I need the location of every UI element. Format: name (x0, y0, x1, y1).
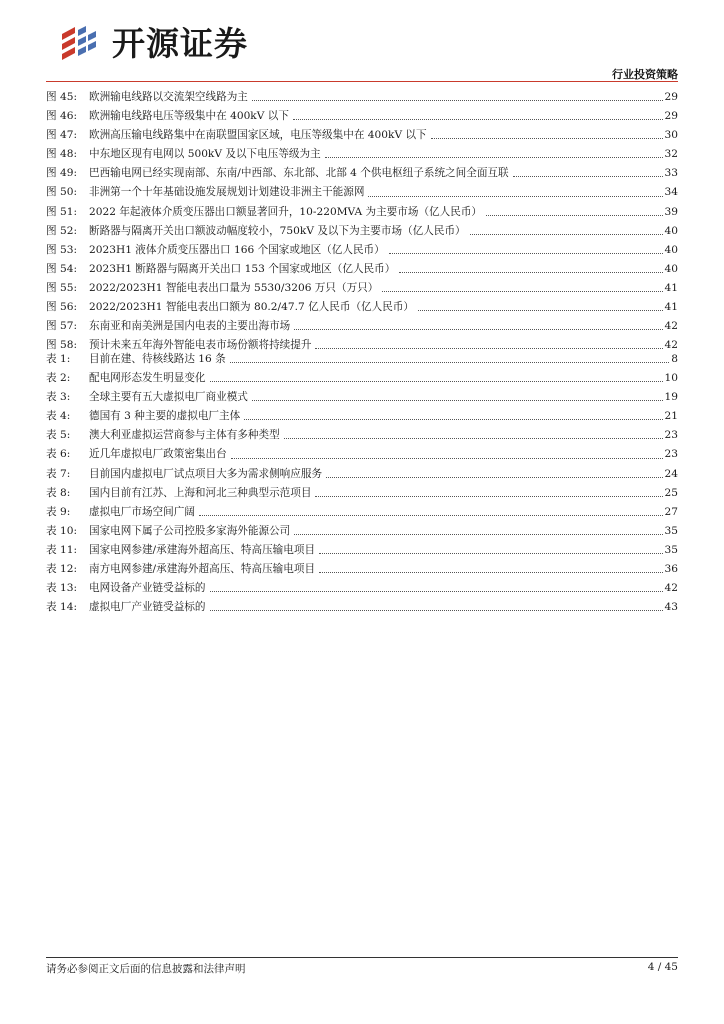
entry-label: 图 52: (46, 224, 78, 237)
dot-leader (315, 338, 662, 349)
dot-leader (252, 90, 663, 101)
entry-title: 巴西输电网已经实现南部、东南/中西部、东北部、北部 4 个供电枢纽子系统之间全面互联 (89, 167, 509, 180)
entry-page-number: 34 (664, 186, 678, 199)
entry-label: 图 51: (46, 205, 78, 218)
entry-label: 图 49: (46, 167, 78, 180)
entry-label: 表 14: (46, 601, 78, 614)
entry-title: 目前在建、待核线路达 16 条 (89, 353, 226, 365)
entry-label: 表 10: (46, 524, 78, 537)
entry-label: 图 48: (46, 148, 78, 161)
entry-title: 虚拟电厂市场空间广阔 (89, 505, 195, 518)
entry-title: 预计未来五年海外智能电表市场份额将持续提升 (89, 339, 312, 352)
entry-page-number: 36 (664, 563, 678, 576)
entry-title: 欧洲输电线路电压等级集中在 400kV 以下 (89, 110, 289, 123)
dot-leader (418, 300, 663, 311)
entry-label: 图 47: (46, 129, 78, 142)
dot-leader (210, 371, 663, 382)
entry-title: 配电网形态发生明显变化 (89, 372, 206, 385)
entry-page-number: 8 (671, 353, 678, 365)
table-index-row[interactable] (46, 388, 678, 407)
dot-leader (389, 243, 663, 254)
figure-index (46, 88, 678, 355)
entry-page-number: 19 (664, 391, 678, 404)
footer-disclaimer: 请务必参阅正文后面的信息披露和法律声明 (46, 963, 246, 975)
entry-label: 图 56: (46, 301, 78, 314)
entry-label: 图 58: (46, 339, 78, 352)
entry-label: 图 50: (46, 186, 78, 199)
footer-divider (46, 957, 678, 958)
entry-page-number: 30 (664, 129, 678, 142)
entry-label: 表 7: (46, 467, 71, 480)
entry-title: 虚拟电厂产业链受益标的 (89, 601, 206, 614)
entry-title: 德国有 3 种主要的虚拟电厂主体 (89, 410, 241, 423)
entry-page-number: 42 (664, 320, 678, 333)
figure-index-row[interactable] (46, 107, 678, 126)
dot-leader (470, 224, 663, 235)
report-category: 行业投资策略 (612, 68, 678, 81)
entry-label: 表 5: (46, 429, 71, 442)
dot-leader (325, 147, 663, 158)
brand-name: 开源证券 (112, 24, 248, 63)
dot-leader (319, 543, 662, 554)
entry-page-number: 32 (664, 148, 678, 161)
figure-index-row[interactable] (46, 203, 678, 222)
entry-title: 电网设备产业链受益标的 (89, 582, 206, 595)
entry-page-number: 35 (664, 543, 678, 556)
entry-page-number: 29 (664, 91, 678, 103)
entry-page-number: 41 (664, 301, 678, 314)
entry-page-number: 10 (664, 372, 678, 385)
table-index-row[interactable] (46, 426, 678, 445)
entry-title: 欧洲高压输电线路集中在南联盟国家区域，电压等级集中在 400kV 以下 (89, 129, 427, 142)
entry-label: 表 11: (46, 543, 78, 556)
entry-label: 表 9: (46, 505, 71, 518)
table-index-row[interactable] (46, 598, 678, 617)
entry-page-number: 40 (664, 243, 678, 256)
entry-page-number: 35 (664, 524, 678, 537)
dot-leader (293, 109, 663, 120)
entry-page-number: 40 (664, 224, 678, 237)
table-index-row[interactable] (46, 350, 678, 369)
figure-index-row[interactable] (46, 222, 678, 241)
entry-page-number: 27 (664, 505, 678, 518)
entry-title: 中东地区现有电网以 500kV 及以下电压等级为主 (89, 148, 321, 161)
dot-leader (486, 205, 662, 216)
entry-label: 图 46: (46, 110, 78, 123)
entry-page-number: 40 (664, 262, 678, 275)
dot-leader (326, 467, 662, 478)
entry-page-number: 42 (664, 339, 678, 352)
entry-label: 表 2: (46, 372, 71, 385)
brand-logo-icon (58, 22, 102, 66)
dot-leader (210, 581, 663, 592)
entry-title: 欧洲输电线路以交流架空线路为主 (89, 91, 248, 103)
entry-page-number: 23 (664, 448, 678, 461)
figure-index-row[interactable] (46, 279, 678, 298)
table-index-row[interactable] (46, 369, 678, 388)
entry-title: 2022/2023H1 智能电表出口量为 5530/3206 万只（万只） (89, 281, 379, 294)
entry-page-number: 33 (664, 167, 678, 180)
figure-index-row[interactable] (46, 145, 678, 164)
figure-index-row[interactable] (46, 164, 678, 183)
dot-leader (252, 390, 663, 401)
dot-leader (231, 448, 663, 459)
entry-title: 国家电网下属子公司控股多家海外能源公司 (89, 524, 291, 537)
entry-page-number: 24 (664, 467, 678, 480)
entry-label: 表 6: (46, 448, 71, 461)
figure-index-row[interactable] (46, 241, 678, 260)
entry-label: 图 55: (46, 281, 78, 294)
entry-title: 东南亚和南美洲是国内电表的主要出海市场 (89, 320, 291, 333)
entry-page-number: 42 (664, 582, 678, 595)
entry-title: 国家电网参建/承建海外超高压、特高压输电项目 (89, 543, 316, 556)
figure-index-row[interactable] (46, 298, 678, 317)
entry-title: 2022 年起液体介质变压器出口额显著回升，10-220MVA 为主要市场（亿人民币） (89, 205, 483, 218)
entry-label: 表 8: (46, 486, 71, 499)
header-divider (46, 81, 678, 82)
entry-title: 澳大利亚虚拟运营商参与主体有多种类型 (89, 429, 280, 442)
dot-leader (294, 319, 662, 330)
table-index-row[interactable] (46, 560, 678, 579)
entry-page-number: 41 (664, 281, 678, 294)
dot-leader (199, 505, 663, 516)
table-index-row[interactable] (46, 465, 678, 484)
entry-title: 全球主要有五大虚拟电厂商业模式 (89, 391, 248, 404)
dot-leader (210, 600, 663, 611)
entry-title: 2023H1 液体介质变压器出口 166 个国家或地区（亿人民币） (89, 243, 385, 256)
figure-index-row[interactable] (46, 260, 678, 279)
entry-title: 南方电网参建/承建海外超高压、特高压输电项目 (89, 563, 316, 576)
dot-leader (382, 281, 662, 292)
entry-page-number: 43 (664, 601, 678, 614)
entry-page-number: 29 (664, 110, 678, 123)
dot-leader (294, 524, 662, 535)
figure-index-row[interactable] (46, 317, 678, 336)
entry-page-number: 21 (664, 410, 678, 423)
entry-title: 目前国内虚拟电厂试点项目大多为需求侧响应服务 (89, 467, 323, 480)
entry-title: 断路器与隔离开关出口额波动幅度较小，750kV 及以下为主要市场（亿人民币） (89, 224, 466, 237)
entry-title: 非洲第一个十年基础设施发展规划计划建设非洲主干能源网 (89, 186, 365, 199)
entry-label: 表 3: (46, 391, 71, 404)
entry-label: 图 54: (46, 262, 78, 275)
entry-page-number: 25 (664, 486, 678, 499)
dot-leader (399, 262, 662, 273)
dot-leader (315, 486, 662, 497)
entry-label: 图 45: (46, 91, 78, 103)
entry-page-number: 23 (664, 429, 678, 442)
brand-logo (58, 20, 248, 68)
entry-label: 图 53: (46, 243, 78, 256)
figure-index-row[interactable] (46, 183, 678, 202)
dot-leader (513, 166, 663, 177)
figure-index-row[interactable] (46, 126, 678, 145)
table-index-row[interactable] (46, 445, 678, 464)
entry-label: 表 12: (46, 563, 78, 576)
entry-label: 表 1: (46, 353, 71, 365)
entry-title: 国内目前有江苏、上海和河北三种典型示范项目 (89, 486, 312, 499)
entry-label: 图 57: (46, 320, 78, 333)
entry-label: 表 13: (46, 582, 78, 595)
page-number: 4 / 45 (647, 961, 678, 973)
entry-label: 表 4: (46, 410, 71, 423)
table-index-row[interactable] (46, 503, 678, 522)
entry-title: 2023H1 断路器与隔离开关出口 153 个国家或地区（亿人民币） (89, 262, 396, 275)
table-index-row[interactable] (46, 522, 678, 541)
table-index (46, 350, 678, 617)
dot-leader (431, 128, 663, 139)
table-index-row[interactable] (46, 579, 678, 598)
dot-leader (284, 428, 663, 439)
dot-leader (319, 562, 662, 573)
dot-leader (244, 409, 662, 420)
dot-leader (368, 186, 662, 197)
entry-title: 2022/2023H1 智能电表出口额为 80.2/47.7 亿人民币（亿人民币） (89, 301, 415, 314)
entry-title: 近几年虚拟电厂政策密集出台 (89, 448, 227, 461)
table-index-row[interactable] (46, 484, 678, 503)
table-index-row[interactable] (46, 541, 678, 560)
entry-page-number: 39 (664, 205, 678, 218)
table-index-row[interactable] (46, 407, 678, 426)
figure-index-row[interactable] (46, 88, 678, 107)
dot-leader (230, 352, 670, 363)
